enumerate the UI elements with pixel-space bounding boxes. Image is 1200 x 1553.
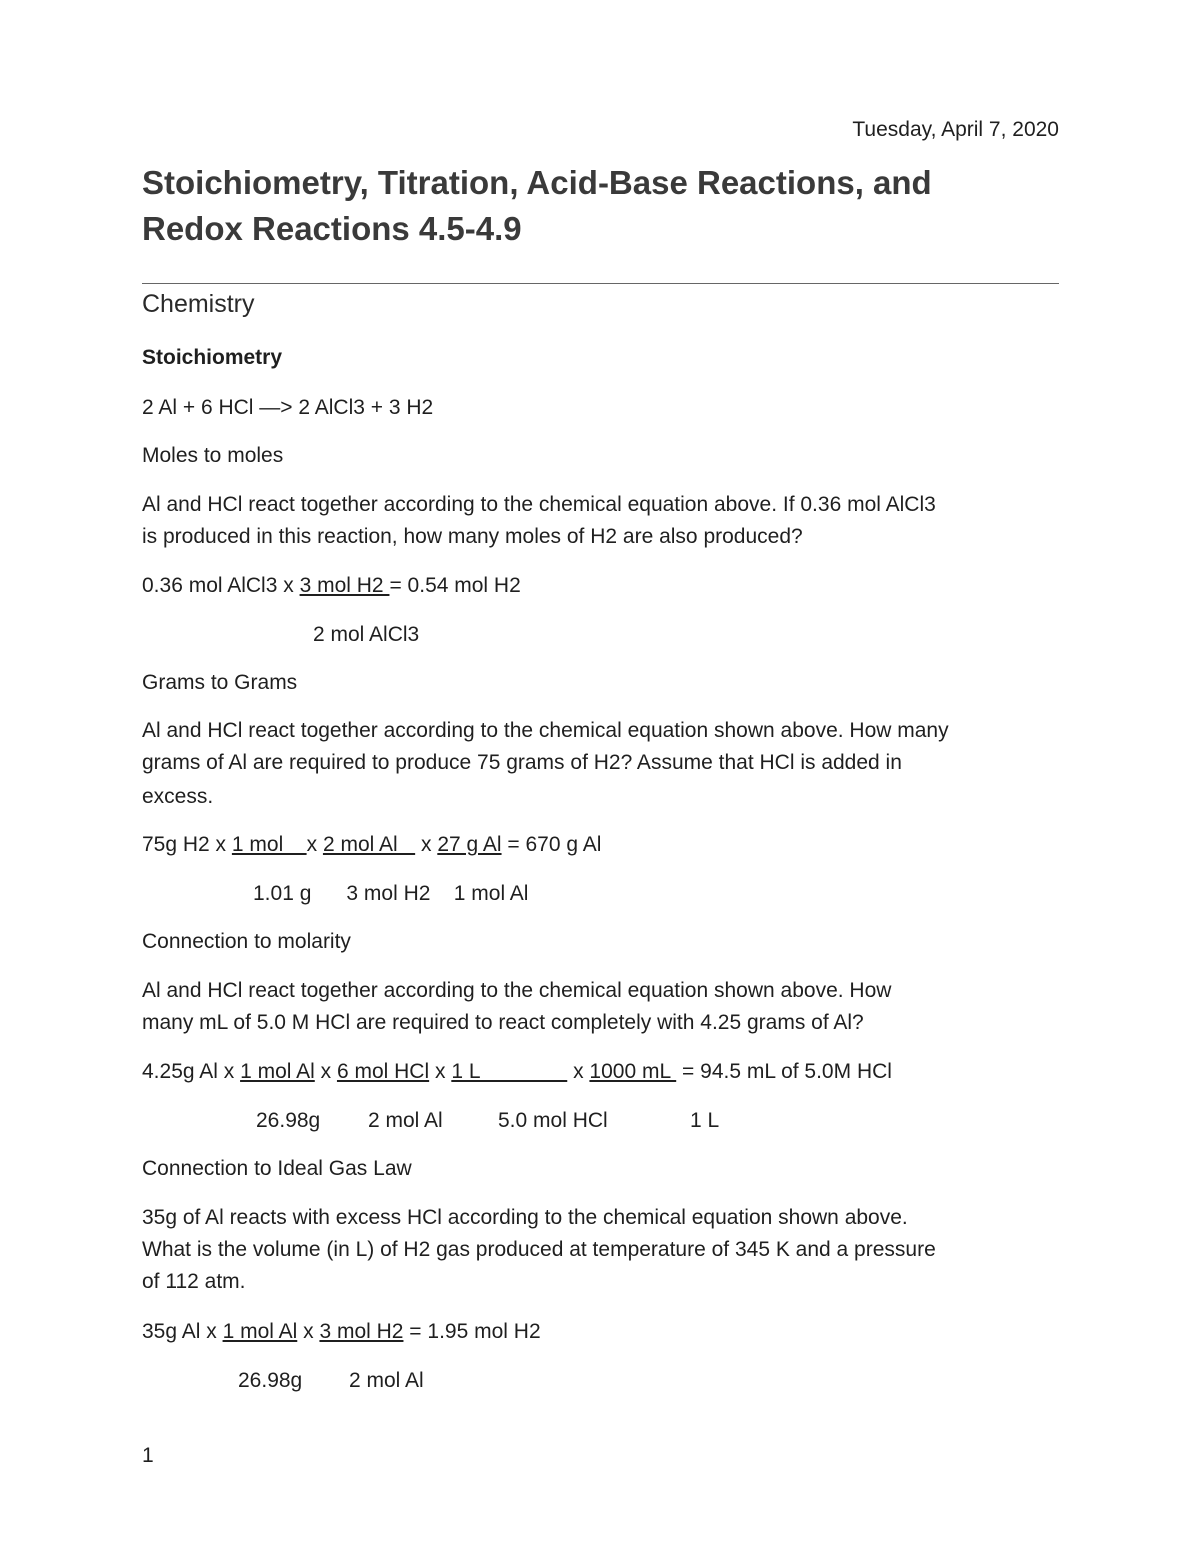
calc-term: 0.36 mol AlCl3 x [142, 574, 300, 597]
grams-question-line-2: grams of Al are required to produce 75 grams of H2? Assume that HCl is added in [142, 751, 902, 774]
calc-operator: x [415, 833, 438, 856]
calc-operator: x [429, 1060, 452, 1083]
molarity-question-line-2: many mL of 5.0 M HCl are required to react completely with 4.25 grams of Al? [142, 1011, 864, 1034]
calc-term: 75g H2 x [142, 833, 232, 856]
date-header: Tuesday, April 7, 2020 [852, 118, 1059, 141]
subject-heading: Chemistry [142, 290, 255, 318]
moles-denominator: 2 mol AlCl3 [313, 623, 420, 646]
calc-result: = 0.54 mol H2 [389, 574, 521, 597]
calc-numerator: 2 mol Al [322, 833, 416, 856]
calc-numerator: 1 mol [231, 833, 307, 856]
calc-operator: x [314, 1060, 337, 1083]
molarity-denominator-4: 1 L [690, 1109, 720, 1132]
calc-term: 4.25g Al x [142, 1060, 241, 1083]
grams-question-line-1: Al and HCl react together according to the chemical equation shown above. How many [142, 719, 949, 742]
calc-numerator: 1 mol Al [222, 1320, 298, 1343]
molarity-question-line-1: Al and HCl react together according to the chemical equation shown above. How [142, 979, 892, 1002]
calc-result: = 670 g Al [501, 833, 602, 856]
gas-question-line-2: What is the volume (in L) of H2 gas produced at temperature of 345 K and a pressure [142, 1238, 936, 1261]
calc-term: 35g Al x [142, 1320, 223, 1343]
moles-calculation [142, 574, 521, 598]
moles-heading: Moles to moles [142, 444, 284, 467]
gas-calculation [142, 1320, 541, 1344]
molarity-calculation [142, 1060, 892, 1084]
title-line-2: Redox Reactions 4.5-4.9 [142, 210, 522, 247]
gas-question-line-1: 35g of Al reacts with excess HCl according to the chemical equation shown above. [142, 1206, 908, 1229]
moles-question-line-1: Al and HCl react together according to the chemical equation above. If 0.36 mol AlCl3 [142, 493, 936, 516]
title-line-1: Stoichiometry, Titration, Acid-Base Reactions, and [142, 164, 932, 201]
horizontal-rule [142, 283, 1059, 284]
moles-question-line-2: is produced in this reaction, how many moles of H2 are also produced? [142, 525, 803, 548]
molarity-heading: Connection to molarity [142, 930, 351, 953]
grams-denominators: 1.01 g 3 mol H2 1 mol Al [253, 882, 529, 905]
reaction-equation: 2 Al + 6 HCl —> 2 AlCl3 + 3 H2 [142, 396, 434, 419]
gas-denominator-2: 2 mol Al [349, 1369, 424, 1392]
grams-heading: Grams to Grams [142, 671, 298, 694]
calc-numerator: 3 mol H2 [299, 574, 390, 597]
calc-numerator: 1 L [451, 1060, 568, 1083]
calc-numerator: 1000 mL [589, 1060, 677, 1083]
calc-operator: x [297, 1320, 320, 1343]
page-number: 1 [142, 1444, 154, 1467]
grams-calculation [142, 833, 601, 857]
calc-result: = 94.5 mL of 5.0M HCl [676, 1060, 892, 1083]
calc-numerator: 1 mol Al [240, 1060, 315, 1083]
calc-numerator: 27 g Al [437, 833, 502, 856]
section-heading: Stoichiometry [142, 346, 283, 369]
grams-question-line-3: excess. [142, 785, 214, 808]
calc-operator: x [306, 833, 323, 856]
calc-result: = 1.95 mol H2 [403, 1320, 541, 1343]
gas-heading: Connection to Ideal Gas Law [142, 1157, 412, 1180]
molarity-denominator-2: 2 mol Al [368, 1109, 443, 1132]
gas-denominator-1: 26.98g [238, 1369, 303, 1392]
calc-operator: x [567, 1060, 590, 1083]
molarity-denominator-1: 26.98g [256, 1109, 321, 1132]
gas-question-line-3: of 112 atm. [142, 1270, 246, 1293]
calc-numerator: 6 mol HCl [336, 1060, 430, 1083]
calc-numerator: 3 mol H2 [319, 1320, 404, 1343]
molarity-denominator-3: 5.0 mol HCl [498, 1109, 608, 1132]
